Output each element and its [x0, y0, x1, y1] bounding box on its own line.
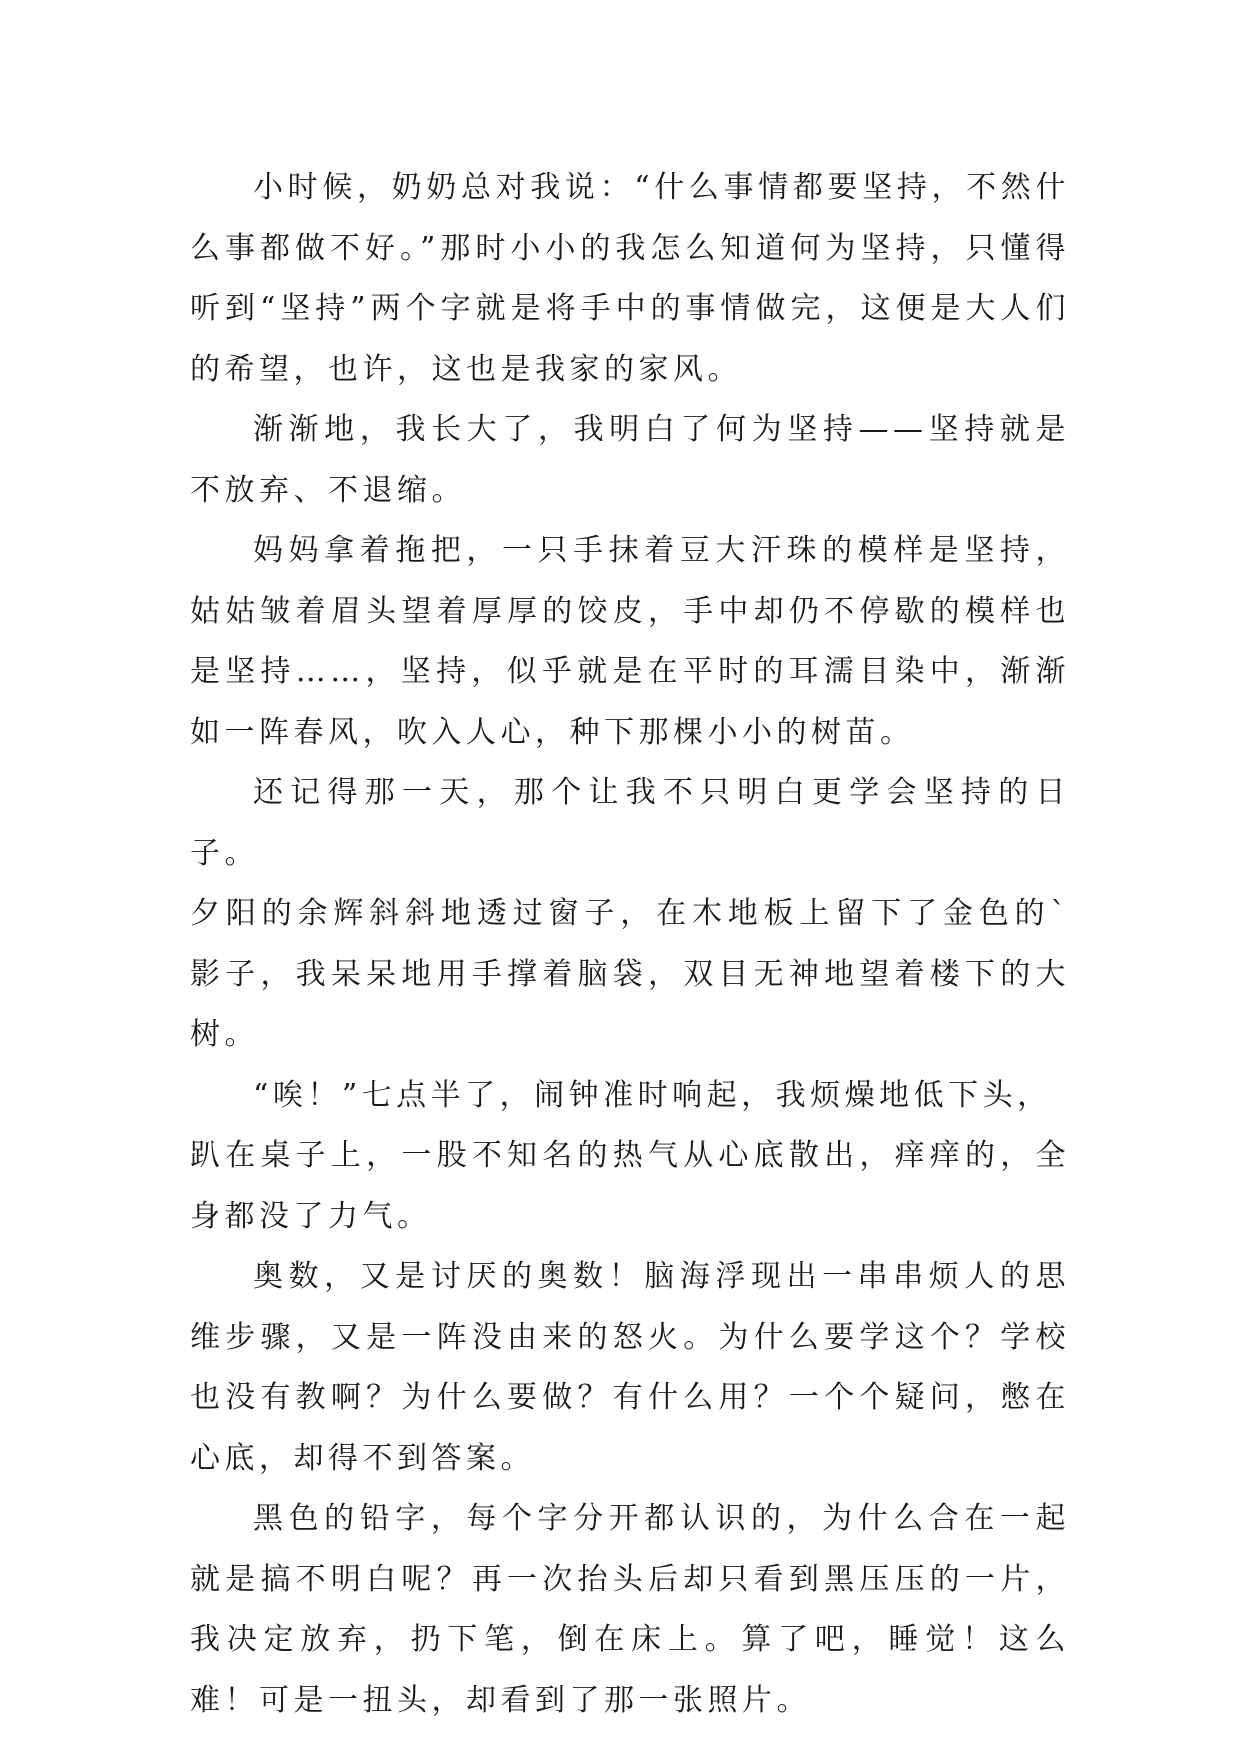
paragraph-family-examples: 妈妈拿着拖把，一只手抹着豆大汗珠的模样是坚持，姑姑皱着眉头望着厚厚的饺皮，手中却仍不停歇的模样也是坚持……，坚持，似乎就是在平时的耳濡目染中，渐渐如一阵春风，吹入人心，种下那棵小小的树苗。 — [190, 533, 1070, 750]
paragraph-sunset: 夕阳的余辉斜斜地透过窗子，在木地板上留下了金色的`影子，我呆呆地用手撑着脑袋，双目无神地望着楼下的大树。 — [190, 896, 1070, 1052]
paragraph-give-up: 黑色的铅字，每个字分开都认识的，为什么合在一起就是搞不明白呢？再一次抬头后却只看到黑压压的一片，我决定放弃，扔下笔，倒在床上。算了吧，睡觉！这么难！可是一扭头，却看到了那一张照片。 — [190, 1501, 1070, 1718]
document-body — [190, 158, 1070, 1731]
paragraph-remember-day: 还记得那一天，那个让我不只明白更学会坚持的日子。 — [190, 775, 1070, 871]
paragraph-olympiad-math: 奥数，又是讨厌的奥数！脑海浮现出一串串烦人的思维步骤，又是一阵没由来的怒火。为什么要学这个？学校也没有教啊？为什么要做？有什么用？一个个疑问，憋在心底，却得不到答案。 — [190, 1259, 1070, 1476]
paragraph-desk: 趴在桌子上，一股不知名的热气从心底散出，痒痒的，全身都没了力气。 — [190, 1138, 1070, 1234]
paragraph-alarm: “唉！”七点半了，闹钟准时响起，我烦燥地低下头， — [253, 1077, 1052, 1113]
paragraph-grandma-advice: 小时候，奶奶总对我说：“什么事情都要坚持，不然什么事都做不好。”那时小小的我怎么知道何为坚持，只懂得听到“坚持”两个字就是将手中的事情做完，这便是大人们的希望，也许，这也是我家的家风。 — [190, 170, 1070, 387]
paragraph-growing-up: 渐渐地，我长大了，我明白了何为坚持——坚持就是不放弃、不退缩。 — [190, 412, 1070, 508]
